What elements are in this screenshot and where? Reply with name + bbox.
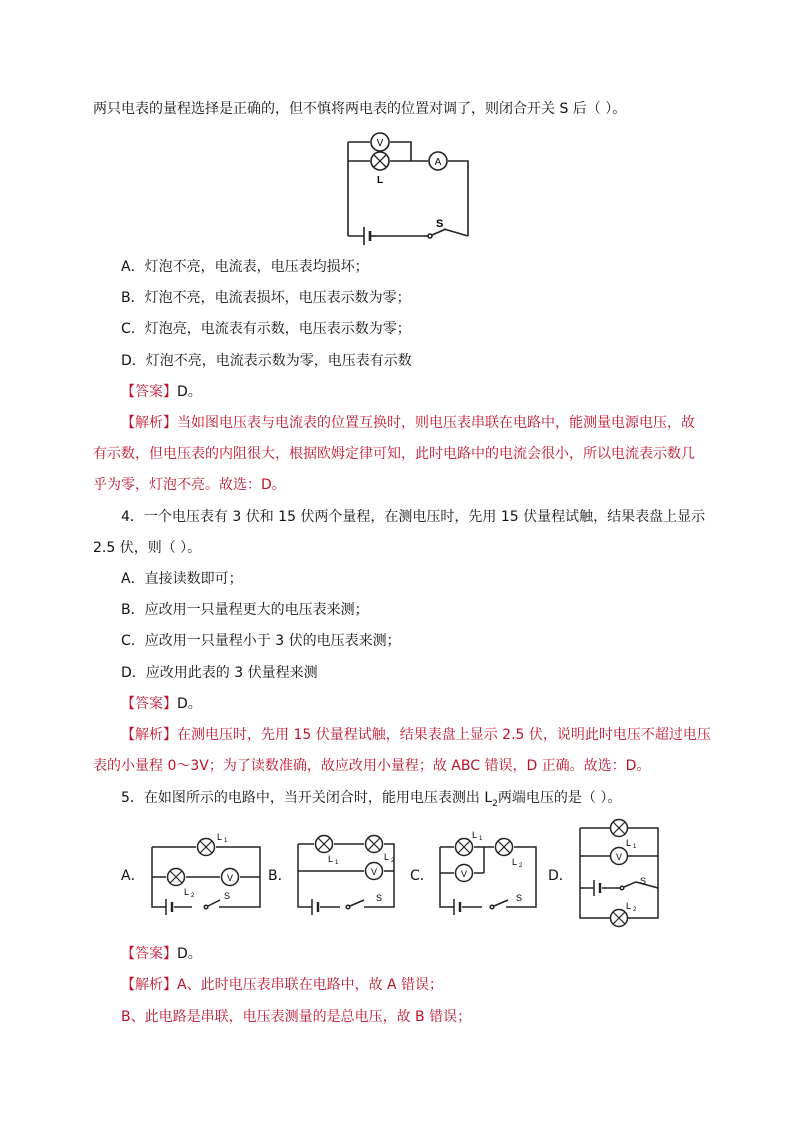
- lamp-l1-icon: [611, 820, 638, 851]
- lamp-l1-icon: [456, 830, 484, 856]
- voltmeter-icon: [366, 863, 383, 880]
- lamp-l2-icon: [366, 836, 396, 865]
- q4-option-c: C．应改用一只量程小于 3 伏的电压表来测；: [121, 633, 401, 649]
- answer-value: D。: [177, 384, 202, 400]
- q3-option-b: B．灯泡不亮，电流表损坏，电压表示数为零；: [121, 290, 411, 306]
- switch-label: S: [640, 876, 647, 886]
- answer-tag: 【答案】: [121, 384, 177, 400]
- q3-option-c: C．灯泡亮，电流表有示数，电压表示数为零；: [121, 321, 411, 337]
- svg-text:V: V: [376, 138, 384, 149]
- analysis-tag: 【解析】: [121, 727, 177, 743]
- svg-text:1: 1: [479, 836, 483, 842]
- svg-text:L: L: [626, 901, 632, 911]
- svg-text:L: L: [328, 854, 334, 864]
- analysis-tag: 【解析】: [121, 415, 177, 431]
- svg-text:V: V: [226, 873, 234, 883]
- q3-answer: [121, 382, 202, 402]
- svg-text:1: 1: [633, 844, 637, 850]
- svg-text:2: 2: [191, 893, 195, 899]
- svg-text:2: 2: [519, 863, 523, 869]
- q4-answer: [121, 694, 202, 714]
- svg-text:1: 1: [224, 838, 228, 844]
- svg-text:V: V: [460, 869, 468, 879]
- answer-value: D。: [177, 696, 202, 712]
- svg-text:1: 1: [335, 860, 339, 866]
- svg-text:L: L: [184, 887, 190, 897]
- svg-text:L: L: [472, 830, 478, 840]
- q4-option-b: B．应改用一只量程更大的电压表来测；: [121, 602, 369, 618]
- lamp-icon: [371, 152, 389, 186]
- q3-option-a: A．灯泡不亮，电流表，电压表均损坏；: [121, 259, 369, 275]
- analysis-tag: 【解析】: [121, 977, 177, 993]
- answer-tag: 【答案】: [121, 696, 177, 712]
- answer-value: D。: [177, 946, 202, 962]
- q4-analysis-line-2: 表的小量程 0～3V；为了读数准确，故应改用小量程；故 ABC 错误，D 正确。故选：D。: [93, 758, 651, 774]
- ammeter-icon: [429, 152, 447, 170]
- q3-circuit-diagram: [340, 126, 480, 248]
- svg-text:L: L: [512, 857, 518, 867]
- voltmeter-icon: [222, 869, 239, 886]
- svg-text:L: L: [376, 175, 384, 186]
- q5-choice-b: B．: [268, 868, 292, 884]
- voltmeter-icon: [456, 865, 473, 882]
- q5-choice-d: D．: [548, 868, 573, 884]
- q5-choice-a: A．: [121, 868, 145, 884]
- svg-text:L: L: [217, 832, 223, 842]
- q5-circuit-d: [574, 818, 666, 928]
- svg-text:V: V: [615, 852, 623, 862]
- q5-stem: 5．在如图所示的电路中，当开关闭合时，能用电压表测出 $L_2$两端电压的是（ ）。: [121, 790, 622, 809]
- lamp-l2-icon: [611, 901, 638, 927]
- switch-label: S: [516, 893, 523, 903]
- q3-analysis-line-3: 乎为零，灯泡不亮。故选：D。: [93, 477, 286, 493]
- q4-option-a: A．直接读数即可；: [121, 571, 243, 587]
- svg-text:L: L: [384, 852, 390, 862]
- q4-stem-line-2: 2.5 伏，则（ ）。: [93, 540, 202, 556]
- svg-text:A: A: [434, 157, 442, 168]
- lamp-l2-icon: [496, 839, 524, 870]
- q5-circuit-b: [290, 827, 402, 917]
- switch-label: S: [376, 893, 383, 903]
- q3-analysis-line-2: 有示数，但电压表的内阻很大，根据欧姆定律可知，此时电路中的电流会很小，所以电流表示数几: [93, 446, 695, 462]
- q3-stem: 两只电表的量程选择是正确的，但不慎将两电表的位置对调了，则闭合开关 S 后（ ）。: [93, 101, 627, 117]
- lamp-l2-icon: [168, 869, 196, 900]
- q3-option-d: D．灯泡不亮，电流表示数为零，电压表有示数: [121, 353, 412, 369]
- voltmeter-icon: [371, 133, 389, 151]
- svg-text:2: 2: [391, 858, 395, 864]
- q5-circuit-c: [432, 827, 544, 917]
- svg-text:L: L: [626, 838, 632, 848]
- q4-stem-line-1: 4．一个电压表有 3 伏和 15 伏两个量程，在测电压时，先用 15 伏量程试触，结果表盘上显示: [121, 509, 706, 525]
- q5-analysis-line-2: B、此电路是串联，电压表测量的是总电压，故 B 错误；: [121, 1009, 472, 1025]
- q5-analysis-line-1: 【解析】A、此时电压表串联在电路中，故 A 错误；: [121, 977, 444, 993]
- q5-choice-c: C．: [410, 868, 434, 884]
- lamp-l1-icon: [198, 832, 229, 856]
- q5-answer: [121, 944, 202, 964]
- svg-text:V: V: [370, 867, 378, 877]
- q4-option-d: D．应改用此表的 3 伏量程来测: [121, 665, 318, 681]
- answer-tag: 【答案】: [121, 946, 177, 962]
- voltmeter-icon: [611, 848, 628, 865]
- switch-label: S: [436, 218, 444, 230]
- svg-text:2: 2: [633, 907, 637, 913]
- q3-analysis-line-1: 【解析】当如图电压表与电流表的位置互换时，则电压表串联在电路中，能测量电源电压，故: [121, 415, 695, 431]
- switch-label: S: [224, 891, 231, 901]
- q5-circuit-a: [144, 827, 266, 917]
- lamp-l1-icon: [316, 836, 340, 867]
- q4-analysis-line-1: 【解析】在测电压时，先用 15 伏量程试触，结果表盘上显示 2.5 伏，说明此时电压不超过电压: [121, 727, 711, 743]
